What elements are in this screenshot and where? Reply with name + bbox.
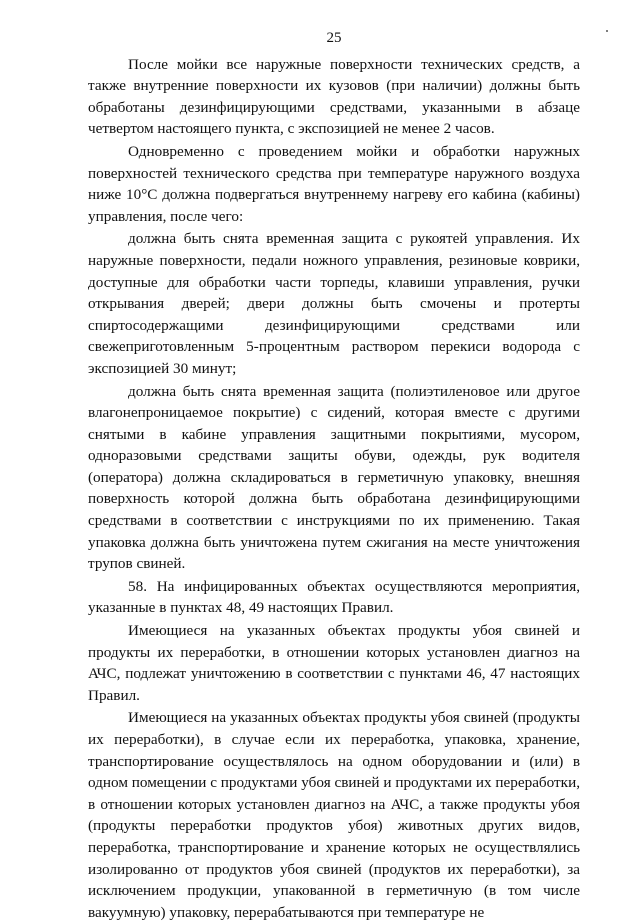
- page-number: 25: [326, 30, 342, 46]
- paragraph-seat-protection: должна быть снята временная защита (полиэтиленовое или другое влагонепроницаемое покрытие) с сидений, которая вместе с другими снятыми в кабине управления защитными покрытиями, мусором, одноразовыми средствами защиты обуви, одежды, рук водителя (оператора) должна складироваться в герметичную упаковку, внешняя поверхность которой должна быть обработана дезинфицирующими средствами в соответствии с инструкциями по их применению. Такая упаковка должна быть уничтожена путем сжигания на месте уничтожения трупов свиней.: [88, 382, 580, 573]
- paragraph-post-wash-disinfection: После мойки все наружные поверхности технических средств, а также внутренние поверхности их кузовов (при наличии) должны быть обработаны дезинфицирующими средствами, указанными в абзаце четвертом настоящего пункта, с экспозицией не менее 2 часов.: [88, 55, 580, 138]
- paragraph-cabin-heating: Одновременно с проведением мойки и обработки наружных поверхностей технического средства при температуре наружного воздуха ниже 10°С должна подвергаться внутреннему нагреву его кабина (кабины) управления, после чего:: [88, 142, 580, 225]
- paragraph-item-58: 58. На инфицированных объектах осуществляются мероприятия, указанные в пунктах 48, 49 настоящих Правил.: [88, 577, 580, 617]
- paragraph-controls-protection: должна быть снята временная защита с рукоятей управления. Их наружные поверхности, педали ножного управления, резиновые коврики, доступные для обработки части торпеды, клавиши управления, ручки открывания дверей; двери должны быть смочены и протерты спиртосодержащими дезинфицирующими средствами или свежеприготовленным 5-процентным раствором перекиси водорода с экспозицией 30 минут;: [88, 230, 580, 377]
- paragraph-destruction: Имеющиеся на указанных объектах продукты убоя свиней и продукты их переработки, в отношении которых установлен диагноз на АЧС, подлежат уничтожению в соответствии с пунктами 46, 47 настоящих Правил.: [88, 622, 580, 704]
- document-page: [88, 28, 580, 923]
- scan-speck: [606, 30, 608, 32]
- paragraph-processing: Имеющиеся на указанных объектах продукты убоя свиней (продукты их переработки), в случае если их переработка, упаковка, хранение, транспортирование осуществлялось на одном оборудовании и (или) в одном помещении с продуктами убоя свиней и продуктами их переработки, в отношении которых установлен диагноз на АЧС, а также продукты убоя (продукты переработки продуктов убоя) животных других видов, переработка, транспортирование и хранение которых не осуществлялись изолированно от продуктов убоя свиней (продуктов их переработки), за исключением продукции, упакованной в герметичную (в том числе вакуумную) упаковку, перерабатываются при температуре не: [88, 709, 580, 921]
